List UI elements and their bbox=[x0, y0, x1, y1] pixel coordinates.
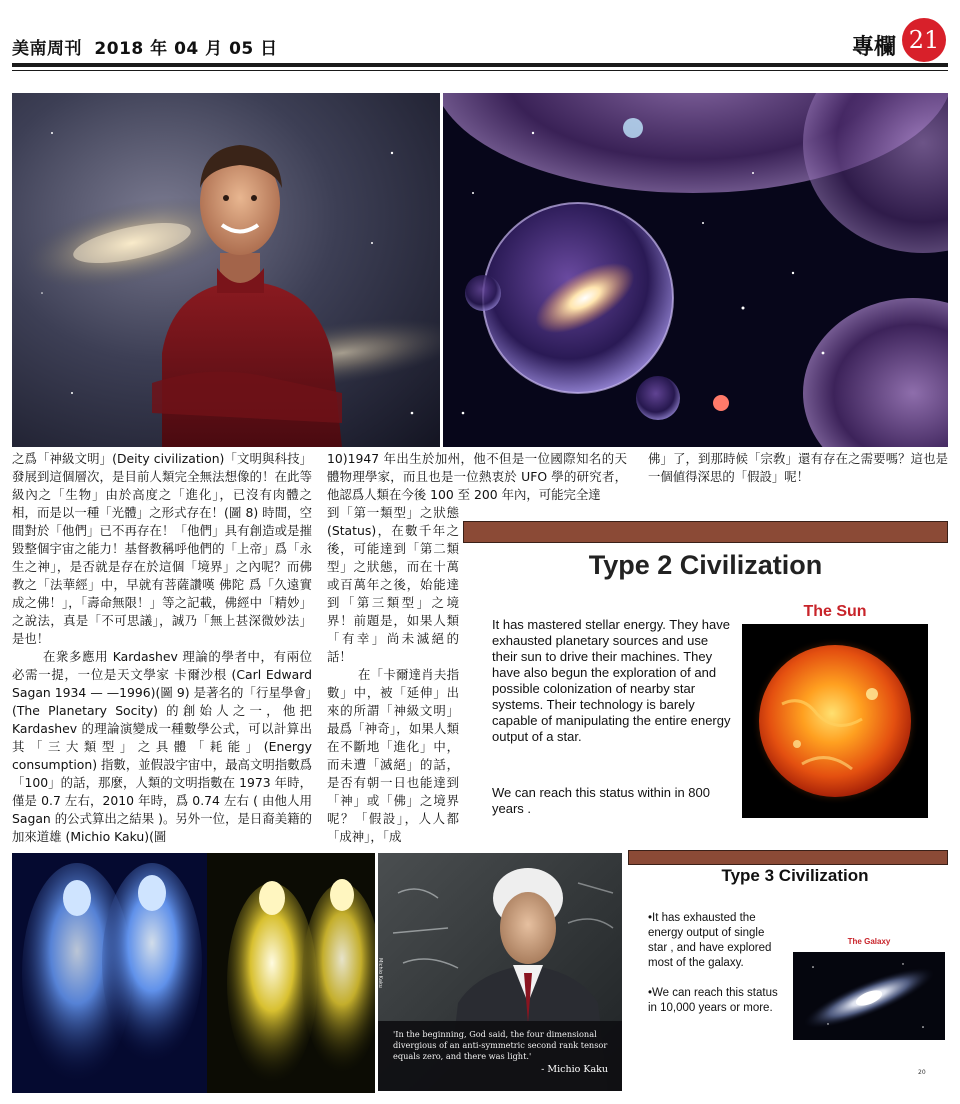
type3-title: Type 3 Civilization bbox=[721, 866, 869, 885]
type2-title: Type 2 Civilization bbox=[588, 550, 823, 580]
type2-timeline: We can reach this status within in 800 years . bbox=[492, 785, 710, 816]
type3-bullet: •It has exhausted the energy output of single star , and have explored most of the galaxy. bbox=[648, 912, 772, 969]
article-column-2-narrow bbox=[327, 504, 459, 846]
type2-header-bar bbox=[463, 521, 948, 543]
type3-bullet: •We can reach this status in 10,000 years or more. bbox=[648, 987, 778, 1014]
article-column-2-top bbox=[327, 450, 627, 504]
article-column-3 bbox=[648, 450, 948, 486]
light-beings-image bbox=[12, 853, 375, 1093]
paragraph: 之爲「神級文明」(Deity civilization)「文明與科技」發展到這個層次，是目前人類完全無法想像的！在此等級內之「生物」由於高度之「進化」，已沒有肉體之相，而是以一種「光體」之形式存在！(圖 8) 時間，空間對於「他們」已不再存在！「他們」具有創造或是摧毀整個宇宙之能力！基督教稱呼他們的「上帝」爲「永生之神」，是否就是存在於這個「境界」之內呢？而佛教之「法華經」中，早就有菩薩讚嘆 佛陀 爲「久遠實成之佛！」，「壽命無限！」等之記載，佛經中「精妙」之說法，真是「不可思議」，誠乃「無上甚深微妙法」是也！ bbox=[12, 451, 312, 646]
paragraph: 到「第一類型」之狀態 (Status)，在數千年之後，可能達到「第二類型」之狀態，而在十萬或百萬年之後，始能達到「第三類型」之境界！前題是，如果人類「有幸」尚未滅絕的話！ bbox=[327, 505, 459, 664]
photo-side-credit: Michio Kaku bbox=[377, 958, 383, 988]
footer-page-number: 20 bbox=[918, 1069, 926, 1076]
header-rule-thin bbox=[12, 70, 948, 71]
type3-header-bar bbox=[628, 850, 948, 865]
header-rule-thick bbox=[12, 63, 948, 67]
type3-description bbox=[648, 911, 783, 1016]
paragraph: 佛」了，到那時候「宗敎」還有存在之需要嗎？這也是一個値得深思的「假設」呢！ bbox=[648, 451, 948, 484]
paragraph: 在衆多應用 Kardashev 理論的學者中，有兩位必需一提，一位是天文學家 卡爾沙根 (Carl Edward Sagan 1934 — —1996)(圖 9) 是著名的「行星學會」(The Planetary Socity) 的創始人之一，他把 Kardashev 的理論演變成一種數學公式，可以計算出其「三大類型」之具體「耗能」(Energy consumption) 指數，並假設宇宙中，最高文明指數爲「100」的話，那麼，人類的文明指數在 1973 年時，僅是 0.7 左右，2010 年時，爲 0.74 左右 ( 由他人用 Sagan 的公式算出之結果 )。另外一位，是日裔美籍的 加來道雄 (Michio Kaku)(圖 bbox=[12, 649, 312, 844]
multiverse-illustration bbox=[443, 93, 948, 447]
type2-description: It has mastered stellar energy. They have exhausted planetary sources and use their sun to drive their machines. They have also begun the exploration of and possible colonization of nearby star systems. Their technology is barely capable of manipulating the entire energy output of a star. bbox=[492, 617, 731, 744]
quote-author: - Michio Kaku bbox=[541, 1064, 608, 1075]
paragraph: 在「卡爾達肖夫指數」中，被「延伸」出來的所謂「神級文明」最爲「神奇」，如果人類在不斷地「進化」中，而未遭「滅絕」的話，是否有朝一日也能達到「神」或「佛」之境界呢？「假設」，人人都「成神」，「成 bbox=[327, 667, 459, 844]
kaku-quote: 'In the beginning, God said, the four dimensional divergious of an anti-symmetric second rank tensor equals zero, and there was light.' bbox=[393, 1029, 608, 1061]
sun-image bbox=[742, 624, 928, 818]
sun-label: The Sun bbox=[803, 603, 867, 620]
section-title: 專欄 bbox=[851, 35, 896, 60]
galaxy-image bbox=[793, 952, 945, 1040]
paragraph: 10)1947 年出生於加州，他不但是一位國際知名的天體物理學家，而且也是一位熱衷於 UFO 學的研究者，他認爲人類在今後 100 至 200 年內，可能完全達 bbox=[327, 451, 627, 502]
masthead bbox=[12, 34, 278, 59]
page-number-badge: 21 bbox=[902, 18, 946, 62]
galaxy-label: The Galaxy bbox=[847, 937, 891, 946]
article-column-1 bbox=[12, 450, 312, 846]
carl-sagan-photo bbox=[12, 93, 440, 447]
issue-date: 2018 年 04 月 05 日 bbox=[94, 39, 278, 59]
publication-name: 美南周刊 bbox=[12, 39, 82, 59]
